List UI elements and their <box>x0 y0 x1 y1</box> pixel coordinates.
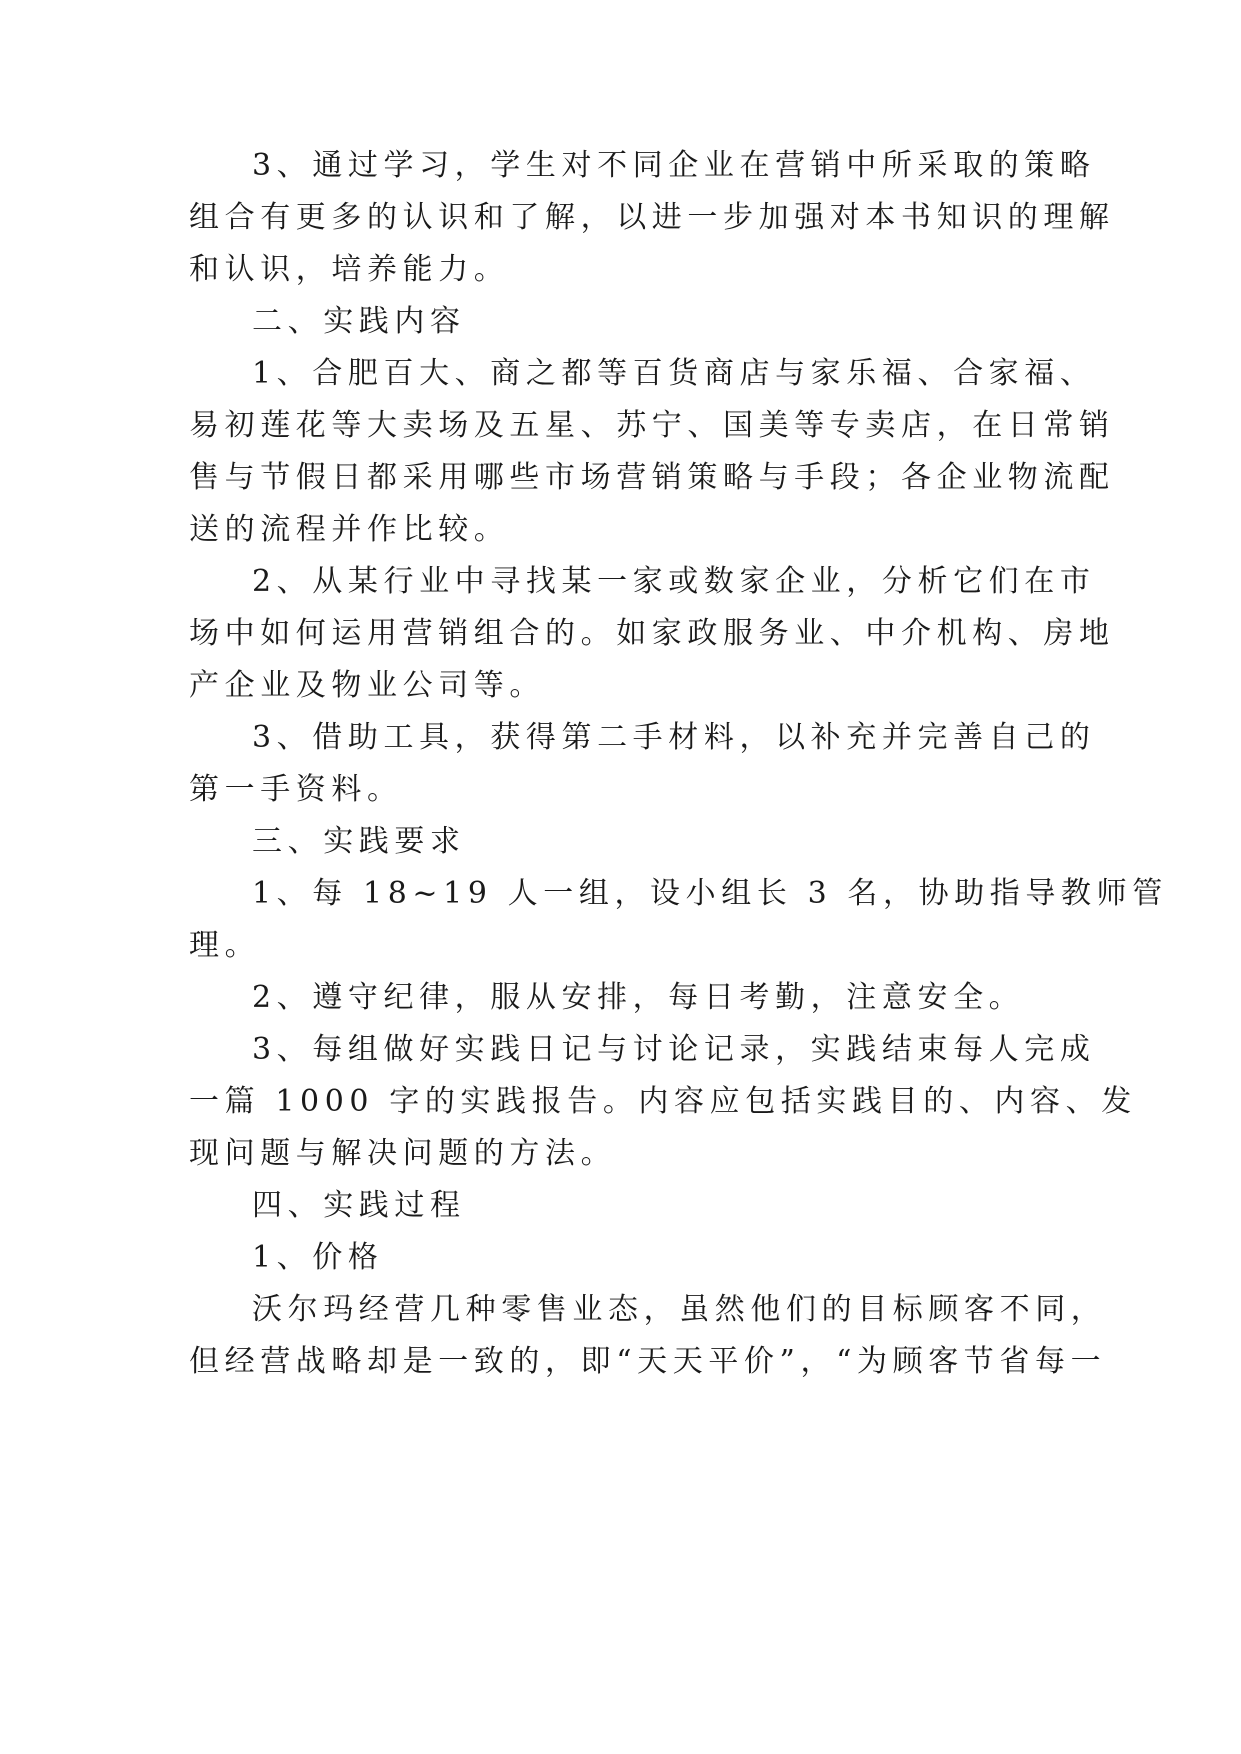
text-line: 3、每组做好实践日记与讨论记录，实践结束每人完成 <box>252 1032 1096 1067</box>
text-line: 组合有更多的认识和了解，以进一步加强对本书知识的理解 <box>189 200 1115 235</box>
text-line: 第一手资料。 <box>189 772 403 807</box>
text-line: 现问题与解决问题的方法。 <box>189 1136 617 1171</box>
text-line: 1、每 18~19 人一组，设小组长 3 名，协助指导教师管 <box>252 876 1168 911</box>
section-heading: 三、实践要求 <box>252 824 466 859</box>
text-line: 3、通过学习，学生对不同企业在营销中所采取的策略 <box>252 148 1096 183</box>
text-line: 理。 <box>189 928 261 963</box>
section-heading: 二、实践内容 <box>252 304 466 339</box>
text-line: 3、借助工具，获得第二手材料，以补充并完善自己的 <box>252 720 1096 755</box>
text-line: 产企业及物业公司等。 <box>189 668 545 703</box>
text-line: 和认识，培养能力。 <box>189 252 510 287</box>
text-line: 售与节假日都采用哪些市场营销策略与手段；各企业物流配 <box>189 460 1115 495</box>
section-heading: 四、实践过程 <box>252 1188 466 1223</box>
text-line: 但经营战略却是一致的，即“天天平价”，“为顾客节省每一 <box>189 1344 1107 1379</box>
subsection-heading: 1、价格 <box>252 1240 384 1275</box>
text-line: 一篇 1000 字的实践报告。内容应包括实践目的、内容、发 <box>189 1084 1137 1119</box>
text-line: 沃尔玛经营几种零售业态，虽然他们的目标顾客不同， <box>252 1292 1107 1327</box>
text-line: 场中如何运用营销组合的。如家政服务业、中介机构、房地 <box>189 616 1115 651</box>
text-line: 2、遵守纪律，服从安排，每日考勤，注意安全。 <box>252 980 1025 1015</box>
text-line: 1、合肥百大、商之都等百货商店与家乐福、合家福、 <box>252 356 1096 391</box>
text-line: 送的流程并作比较。 <box>189 512 510 547</box>
text-line: 易初莲花等大卖场及五星、苏宁、国美等专卖店，在日常销 <box>189 408 1115 443</box>
text-line: 2、从某行业中寻找某一家或数家企业，分析它们在市 <box>252 564 1096 599</box>
